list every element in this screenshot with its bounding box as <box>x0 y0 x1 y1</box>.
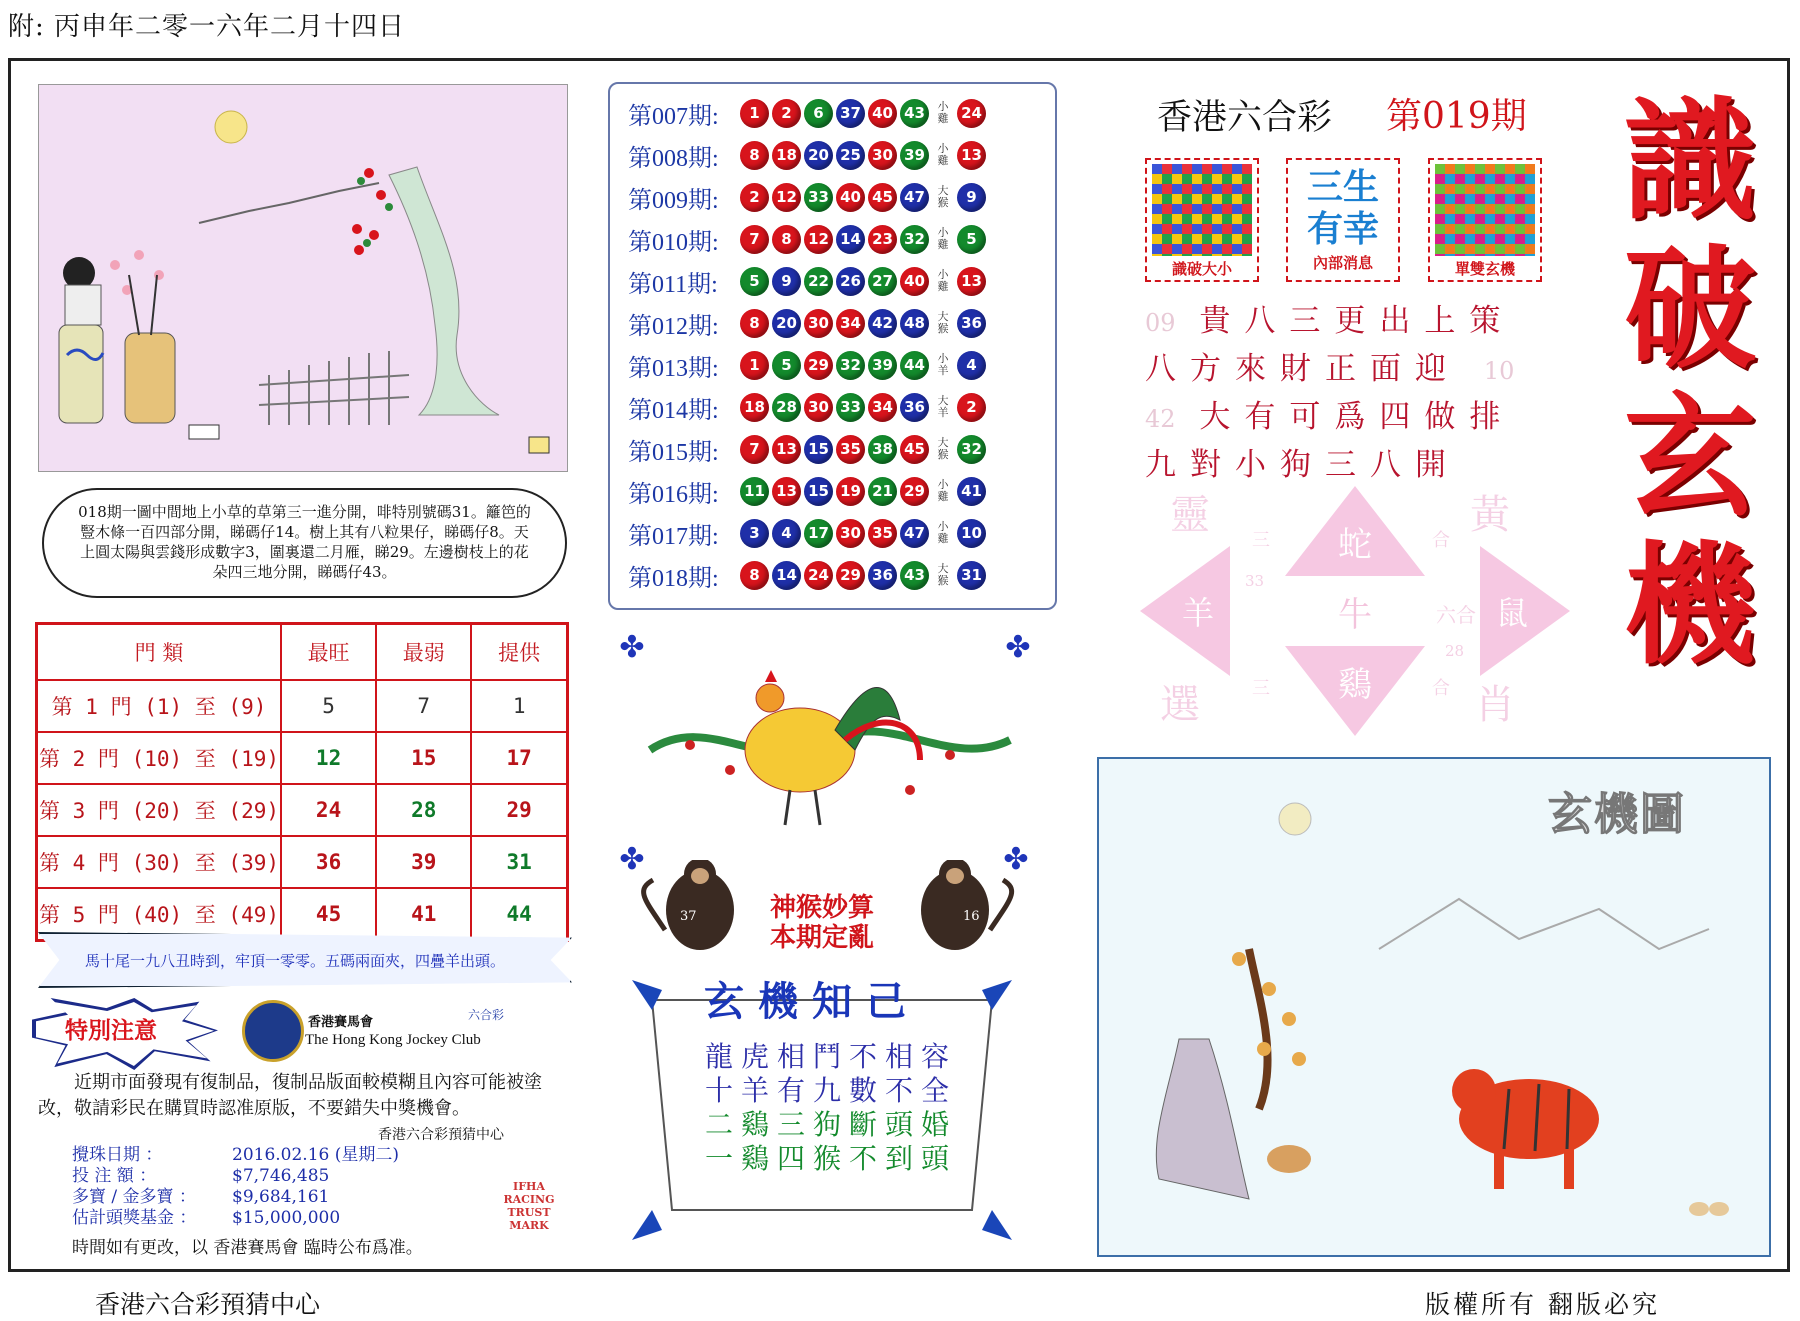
result-zodiac <box>932 311 954 335</box>
draw-value: $9,684,161 <box>232 1187 330 1207</box>
compass-center: 牛 <box>1338 595 1372 635</box>
result-ball: 5 <box>740 267 769 296</box>
result-issue: 第007期: <box>628 103 719 130</box>
god-title-line: 本期定亂 <box>770 923 875 953</box>
fortune-text: 貴八三更出上策 <box>1199 303 1515 339</box>
door-give: 29 <box>471 784 567 836</box>
zodiac-char: 羊 <box>937 406 949 419</box>
hk-mark-six-title: 香港六合彩 <box>1157 98 1333 138</box>
result-ball: 45 <box>868 183 897 212</box>
door-header-give: 提供 <box>471 624 567 681</box>
mark-six-logo-icon: 六合彩 <box>468 1008 505 1022</box>
result-ball: 13 <box>772 477 801 506</box>
result-issue: 第008期: <box>628 145 719 172</box>
result-issue: 第018期: <box>628 565 719 592</box>
result-row <box>628 304 989 342</box>
result-issue: 第015期: <box>628 439 719 466</box>
tip-banner-text: 馬十尾一九八丑時到，牢頂一零零。五碼兩面夾，四疊羊出頭。 <box>85 952 506 970</box>
poem-line: 一鷄四猴不到頭 <box>705 1142 958 1175</box>
compass-extra: 合 <box>1432 678 1450 699</box>
fortune-num: 42 <box>1145 405 1176 433</box>
result-ball: 36 <box>868 561 897 590</box>
ornament-icon: ✤ <box>619 630 645 665</box>
draw-label: 多寶 / 金多寶 ： <box>72 1187 196 1207</box>
door-give: 31 <box>471 836 567 888</box>
result-issue: 第012期: <box>628 313 719 340</box>
compass-corner: 肖 <box>1475 682 1515 728</box>
vertical-title-char: 機 <box>1624 528 1756 683</box>
result-ball: 20 <box>804 141 833 170</box>
riddle-picture <box>38 84 568 472</box>
draw-value: $7,746,485 <box>232 1166 330 1186</box>
vertical-title-char: 破 <box>1624 232 1756 387</box>
door-number-table <box>35 622 569 942</box>
zodiac-char: 小 <box>937 478 949 491</box>
result-special-ball: 13 <box>957 267 986 296</box>
draw-info-row <box>72 1208 399 1229</box>
vertical-title <box>1600 84 1780 683</box>
door-label: 第 1 門 (1) 至 (9) <box>37 680 282 732</box>
zodiac-char: 猴 <box>937 322 949 335</box>
door-header-hot: 最旺 <box>281 624 376 681</box>
result-ball: 30 <box>836 519 865 548</box>
fortune-line <box>1145 394 1514 442</box>
zodiac-char: 雞 <box>937 154 949 167</box>
fortune-poem <box>1145 298 1514 488</box>
result-ball: 4 <box>772 519 801 548</box>
result-ball: 30 <box>804 309 833 338</box>
result-ball: 14 <box>836 225 865 254</box>
compass-corner: 黃 <box>1470 492 1510 538</box>
compass-extra: 六合 <box>1436 603 1476 627</box>
door-label: 第 3 門 (20) 至 (29) <box>37 784 282 836</box>
result-ball: 18 <box>772 141 801 170</box>
ornament-icon: ✤ <box>619 842 645 877</box>
hkjc-logo-icon <box>242 1000 304 1062</box>
god-title-line: 神猴妙算 <box>770 893 875 923</box>
zodiac-char: 猴 <box>937 196 949 209</box>
door-hot: 24 <box>281 784 376 836</box>
door-table-header <box>37 624 568 681</box>
result-ball: 20 <box>772 309 801 338</box>
result-ball: 12 <box>804 225 833 254</box>
poem-line: 二鷄三狗斷頭婚 <box>705 1108 958 1141</box>
ornament-icon: ✤ <box>1005 630 1031 665</box>
result-ball: 2 <box>772 99 801 128</box>
footer-left: 香港六合彩預猜中心 <box>95 1290 321 1319</box>
draw-label: 估計頭獎基金 ： <box>72 1208 197 1228</box>
draw-label: 投 注 額 ： <box>72 1166 157 1186</box>
result-special-ball: 41 <box>957 477 986 506</box>
zodiac-char: 羊 <box>937 364 949 377</box>
result-special-ball: 10 <box>957 519 986 548</box>
draw-info-row <box>72 1166 399 1187</box>
result-ball: 36 <box>900 393 929 422</box>
result-issue: 第013期: <box>628 355 719 382</box>
zodiac-char: 小 <box>937 226 949 239</box>
result-ball: 23 <box>868 225 897 254</box>
door-hot: 5 <box>281 680 376 732</box>
result-ball: 32 <box>900 225 929 254</box>
compass-extra: 三 <box>1252 530 1270 551</box>
zodiac-char: 小 <box>937 100 949 113</box>
result-row <box>628 472 989 510</box>
result-zodiac <box>932 521 954 545</box>
draw-label: 攪珠日期 ： <box>72 1145 163 1165</box>
result-issue: 第016期: <box>628 481 719 508</box>
result-ball: 14 <box>772 561 801 590</box>
compass-left: 羊 <box>1181 594 1215 632</box>
compass-top: 蛇 <box>1338 525 1372 565</box>
result-ball: 45 <box>900 435 929 464</box>
compass-bottom: 鷄 <box>1338 665 1372 705</box>
result-special-ball: 36 <box>957 309 986 338</box>
result-special-ball: 13 <box>957 141 986 170</box>
result-ball: 1 <box>740 99 769 128</box>
result-ball: 35 <box>868 519 897 548</box>
draw-info-row <box>72 1145 399 1166</box>
result-special-ball: 31 <box>957 561 986 590</box>
compass-extra: 三 <box>1252 678 1270 699</box>
result-ball: 40 <box>900 267 929 296</box>
zodiac-char: 小 <box>937 268 949 281</box>
result-ball: 15 <box>804 477 833 506</box>
draw-info <box>72 1145 399 1229</box>
result-ball: 2 <box>740 183 769 212</box>
result-row <box>628 556 989 594</box>
result-ball: 33 <box>804 183 833 212</box>
result-row <box>628 514 989 552</box>
result-zodiac <box>932 101 954 125</box>
size-box <box>1145 158 1259 282</box>
zodiac-char: 雞 <box>937 112 949 125</box>
result-ball: 37 <box>836 99 865 128</box>
result-ball: 30 <box>868 141 897 170</box>
result-ball: 13 <box>772 435 801 464</box>
result-row <box>628 388 989 426</box>
result-ball: 8 <box>740 561 769 590</box>
odd-even-box <box>1428 158 1542 282</box>
door-weak: 28 <box>376 784 471 836</box>
result-ball: 43 <box>900 561 929 590</box>
result-ball: 35 <box>836 435 865 464</box>
result-special-ball: 9 <box>957 183 986 212</box>
result-ball: 7 <box>740 435 769 464</box>
draw-value: $15,000,000 <box>232 1208 341 1228</box>
size-box-label: 識破大小 <box>1171 260 1232 278</box>
result-zodiac <box>932 437 954 461</box>
result-ball: 12 <box>772 183 801 212</box>
result-special-ball: 2 <box>957 393 986 422</box>
result-ball: 43 <box>900 99 929 128</box>
door-hot: 45 <box>281 888 376 941</box>
result-issue: 第017期: <box>628 523 719 550</box>
ifha-logo-icon: IFHA RACING TRUST MARK <box>503 1180 555 1232</box>
result-ball: 3 <box>740 519 769 548</box>
door-give: 1 <box>471 680 567 732</box>
fortune-text: 九對小狗三八開 <box>1145 447 1460 483</box>
result-issue: 第011期: <box>628 271 718 298</box>
inside-news-box <box>1286 158 1400 282</box>
poem <box>705 1040 957 1176</box>
result-ball: 19 <box>836 477 865 506</box>
result-ball: 42 <box>868 309 897 338</box>
inside-news-label: 內部消息 <box>1312 254 1373 272</box>
zodiac-char: 小 <box>937 142 949 155</box>
door-give: 17 <box>471 732 567 784</box>
result-zodiac <box>932 269 954 293</box>
result-ball: 1 <box>740 351 769 380</box>
result-zodiac <box>932 185 954 209</box>
result-ball: 47 <box>900 519 929 548</box>
result-row <box>628 94 989 132</box>
rooster-illustration <box>630 650 1020 840</box>
door-label: 第 4 門 (30) 至 (39) <box>37 836 282 888</box>
poem-line: 龍虎相鬥不相容 <box>705 1040 958 1073</box>
door-header-category: 門 類 <box>37 624 282 681</box>
result-ball: 44 <box>900 351 929 380</box>
fortune-line <box>1145 298 1514 346</box>
table-row <box>37 680 568 732</box>
door-hot: 36 <box>281 836 376 888</box>
mystery-picture-title: 玄機圖 <box>1548 789 1686 840</box>
date-line: 附: 丙申年二零一六年二月十四日 <box>8 12 406 42</box>
door-weak: 41 <box>376 888 471 941</box>
door-label: 第 2 門 (10) 至 (19) <box>37 732 282 784</box>
result-special-ball: 32 <box>957 435 986 464</box>
zodiac-char: 雞 <box>937 532 949 545</box>
result-row <box>628 262 989 300</box>
compass-extra: 合 <box>1432 530 1450 551</box>
result-row <box>628 136 989 174</box>
result-ball: 24 <box>804 561 833 590</box>
zodiac-char: 小 <box>937 520 949 533</box>
result-ball: 5 <box>772 351 801 380</box>
result-ball: 29 <box>900 477 929 506</box>
zodiac-compass <box>1140 486 1570 736</box>
compass-corner: 選 <box>1160 682 1200 728</box>
inside-news-big: 三生 <box>1306 166 1379 208</box>
result-zodiac <box>932 227 954 251</box>
result-ball: 8 <box>772 225 801 254</box>
result-issue: 第010期: <box>628 229 719 256</box>
monkey-number: 16 <box>963 909 980 924</box>
zodiac-char: 大 <box>937 184 949 197</box>
zodiac-char: 猴 <box>937 448 949 461</box>
result-ball: 40 <box>868 99 897 128</box>
compass-extra: 33 <box>1245 572 1265 590</box>
god-title <box>770 893 874 953</box>
hkjc-name-en: The Hong Kong Jockey Club <box>305 1032 481 1048</box>
zodiac-char: 雞 <box>937 280 949 293</box>
result-ball: 25 <box>836 141 865 170</box>
odd-even-label: 單雙玄機 <box>1454 260 1515 278</box>
result-ball: 7 <box>740 225 769 254</box>
table-row <box>37 888 568 941</box>
zodiac-char: 小 <box>937 352 949 365</box>
result-ball: 38 <box>868 435 897 464</box>
fortune-text: 大有可爲四做排 <box>1199 399 1515 435</box>
result-ball: 26 <box>836 267 865 296</box>
result-ball: 29 <box>836 561 865 590</box>
result-ball: 48 <box>900 309 929 338</box>
inside-news-big: 有幸 <box>1306 208 1379 250</box>
zodiac-char: 大 <box>937 394 949 407</box>
result-ball: 32 <box>836 351 865 380</box>
door-hot: 12 <box>281 732 376 784</box>
result-ball: 34 <box>868 393 897 422</box>
result-ball: 6 <box>804 99 833 128</box>
door-weak: 15 <box>376 732 471 784</box>
result-ball: 9 <box>772 267 801 296</box>
notice-body: 近期市面發現有復制品，復制品版面較模糊且內容可能被塗改，敬請彩民在購買時認准原版，不要錯失中獎機會。 <box>38 1072 542 1119</box>
result-ball: 11 <box>740 477 769 506</box>
riddle-scene-illustration <box>39 85 567 471</box>
result-zodiac <box>932 143 954 167</box>
footer-right: 版權所有 翻版必究 <box>1425 1290 1660 1319</box>
result-ball: 17 <box>804 519 833 548</box>
result-ball: 27 <box>868 267 897 296</box>
result-special-ball: 24 <box>957 99 986 128</box>
table-row <box>37 836 568 888</box>
result-row <box>628 220 989 258</box>
result-ball: 21 <box>868 477 897 506</box>
result-ball: 22 <box>804 267 833 296</box>
notice-title: 特別注意 <box>65 1017 157 1044</box>
zodiac-char: 猴 <box>937 574 949 587</box>
door-weak: 39 <box>376 836 471 888</box>
door-weak: 7 <box>376 680 471 732</box>
monkey-number: 37 <box>680 909 697 924</box>
table-row <box>37 784 568 836</box>
result-ball: 39 <box>868 351 897 380</box>
compass-corner: 靈 <box>1170 492 1210 538</box>
mosaic-image <box>1152 164 1252 256</box>
result-ball: 8 <box>740 309 769 338</box>
result-ball: 33 <box>836 393 865 422</box>
result-row <box>628 430 989 468</box>
result-row <box>628 346 989 384</box>
door-header-weak: 最弱 <box>376 624 471 681</box>
zodiac-char: 雞 <box>937 238 949 251</box>
result-ball: 8 <box>740 141 769 170</box>
zodiac-char: 大 <box>937 436 949 449</box>
compass-extra: 28 <box>1445 642 1465 660</box>
poem-line: 十羊有九數不全 <box>705 1074 958 1107</box>
result-special-ball: 4 <box>957 351 986 380</box>
result-ball: 34 <box>836 309 865 338</box>
result-zodiac <box>932 563 954 587</box>
results-panel <box>608 82 1057 610</box>
table-row <box>37 732 568 784</box>
fortune-num: 09 <box>1145 309 1176 337</box>
vertical-title-char: 識 <box>1624 84 1756 239</box>
door-label: 第 5 門 (40) 至 (49) <box>37 888 282 941</box>
result-issue: 第014期: <box>628 397 719 424</box>
door-give: 44 <box>471 888 567 941</box>
hkjc-name-cn: 香港賽馬會 <box>308 1015 374 1030</box>
result-zodiac <box>932 353 954 377</box>
zodiac-char: 雞 <box>937 490 949 503</box>
result-issue: 第009期: <box>628 187 719 214</box>
zodiac-char: 大 <box>937 562 949 575</box>
result-ball: 39 <box>900 141 929 170</box>
result-zodiac <box>932 479 954 503</box>
zodiac-char: 大 <box>937 310 949 323</box>
result-ball: 47 <box>900 183 929 212</box>
result-row <box>628 178 989 216</box>
result-ball: 30 <box>804 393 833 422</box>
riddle-text: 018期一圖中間地上小草的草第三一進分開，啡特別號碼31。籬笆的豎木條一百四部分開，睇碼仔14。樹上其有八粒果仔，睇碼仔8。天上圓太陽與雲錢形成數字3，圍裏還二月雁，睇29。左邊樹枝上的花朵四三地分開，睇碼仔43。 <box>42 488 567 598</box>
issue-number: 第019期 <box>1386 96 1527 137</box>
result-zodiac <box>932 395 954 419</box>
ornament-icon: ✤ <box>1003 842 1029 877</box>
result-special-ball: 5 <box>957 225 986 254</box>
fortune-line <box>1145 346 1514 394</box>
draw-note: 時間如有更改，以 香港賽馬會 臨時公布爲准。 <box>72 1238 423 1258</box>
result-ball: 29 <box>804 351 833 380</box>
fortune-text: 八方來財正面迎 <box>1145 351 1460 387</box>
notice-source: 香港六合彩預猜中心 <box>378 1127 504 1143</box>
result-ball: 40 <box>836 183 865 212</box>
result-ball: 18 <box>740 393 769 422</box>
mosaic-image <box>1435 164 1535 256</box>
fortune-line <box>1145 442 1514 488</box>
result-ball: 15 <box>804 435 833 464</box>
result-ball: 28 <box>772 393 801 422</box>
compass-right: 鼠 <box>1495 594 1529 632</box>
draw-info-row <box>72 1187 399 1208</box>
fortune-num: 10 <box>1483 357 1515 385</box>
vertical-title-char: 玄 <box>1624 380 1756 535</box>
scroll-title: 玄機知己 <box>704 978 920 1025</box>
draw-value: 2016.02.16 (星期二) <box>232 1145 400 1165</box>
